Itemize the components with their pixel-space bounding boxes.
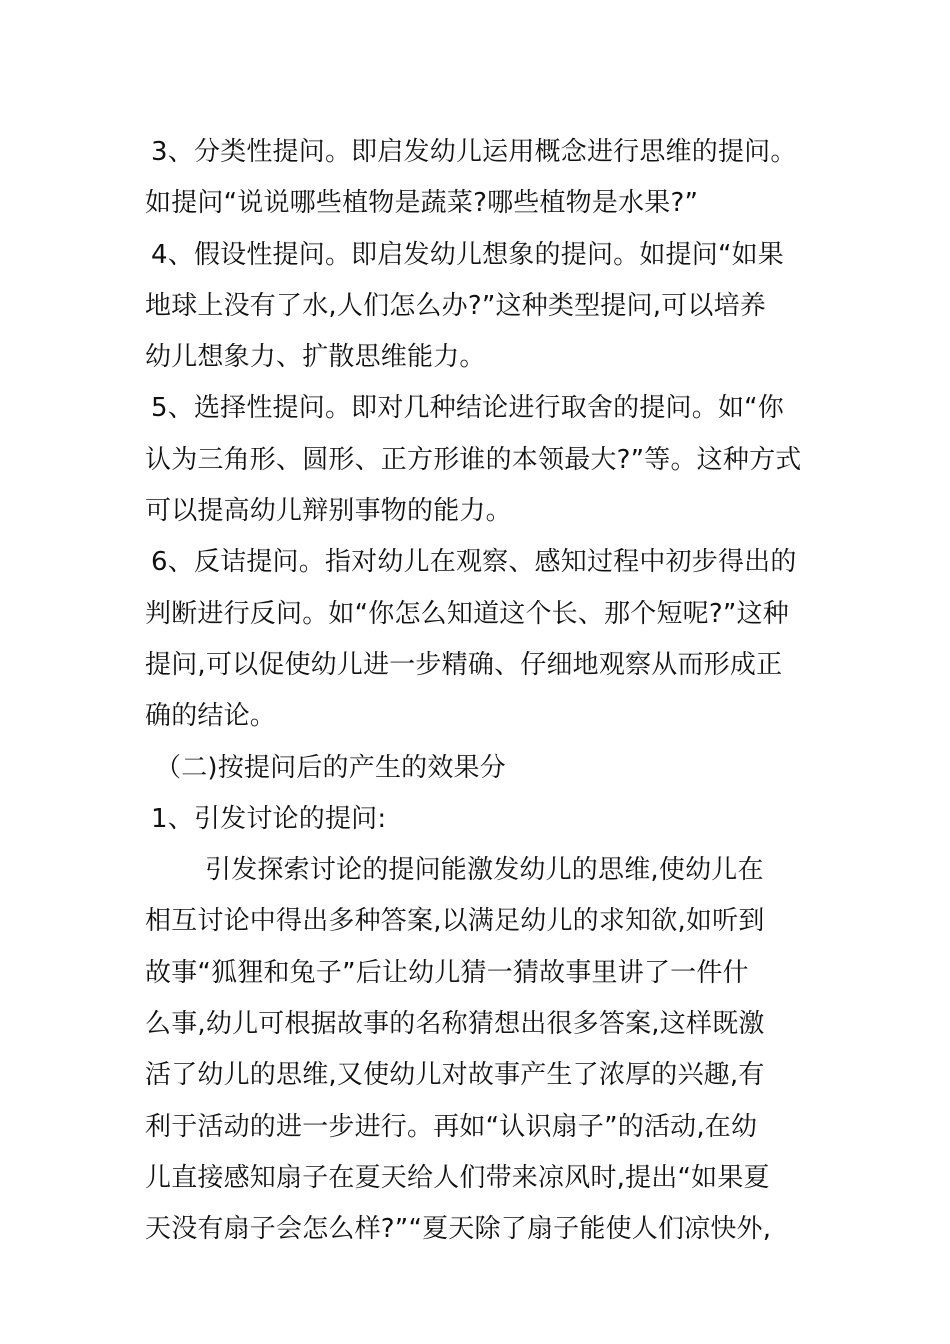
item-6-line-2: 判断进行反问。如“你怎么知道这个长、那个短呢?”这种 <box>145 598 789 629</box>
item-6-line-4: 确的结论。 <box>145 701 277 732</box>
paragraph-line-2: 相互讨论中得出多种答案,以满足幼儿的求知欲,如听到 <box>145 906 765 937</box>
subsection-heading: 1、引发讨论的提问: <box>151 803 387 834</box>
item-4-line-2: 地球上没有了水,人们怎么办?”这种类型提问,可以培养 <box>145 290 766 321</box>
item-4-line-1: 4、假设性提问。即启发幼儿想象的提问。如提问“如果 <box>151 239 785 270</box>
section-heading: （二)按提问后的产生的效果分 <box>155 752 506 783</box>
item-4-line-3: 幼儿想象力、扩散思维能力。 <box>145 342 486 373</box>
paragraph-line-6: 利于活动的进一步进行。再如“认识扇子”的活动,在幼 <box>145 1111 758 1142</box>
item-5-line-1: 5、选择性提问。即对几种结论进行取舍的提问。如“你 <box>151 393 785 424</box>
item-6-line-3: 提问,可以促使幼儿进一步精确、仔细地观察从而形成正 <box>145 649 783 680</box>
paragraph-line-8: 天没有扇子会怎么样?”“夏天除了扇子能使人们凉快外, <box>145 1214 772 1245</box>
item-5-line-3: 可以提高幼儿辩别事物的能力。 <box>145 496 512 527</box>
item-3-line-2: 如提问“说说哪些植物是蔬菜?哪些植物是水果?” <box>145 188 699 219</box>
paragraph-line-1: 引发探索讨论的提问能激发幼儿的思维,使幼儿在 <box>205 855 764 886</box>
paragraph-line-4: 么事,幼儿可根据故事的名称猜想出很多答案,这样既激 <box>145 1009 765 1040</box>
item-3-line-1: 3、分类性提问。即启发幼儿运用概念进行思维的提问。 <box>151 137 797 167</box>
paragraph-line-7: 儿直接感知扇子在夏天给人们带来凉风时,提出“如果夏 <box>145 1162 770 1193</box>
item-5-line-2: 认为三角形、圆形、正方形谁的本领最大?”等。这种方式 <box>145 444 802 475</box>
paragraph-line-3: 故事“狐狸和兔子”后让幼儿猜一猜故事里讲了一件什 <box>145 957 749 988</box>
document-body <box>145 127 815 1256</box>
item-6-line-1: 6、反诘提问。指对幼儿在观察、感知过程中初步得出的 <box>151 547 797 578</box>
paragraph-line-5: 活了幼儿的思维,又使幼儿对故事产生了浓厚的兴趣,有 <box>145 1060 765 1091</box>
